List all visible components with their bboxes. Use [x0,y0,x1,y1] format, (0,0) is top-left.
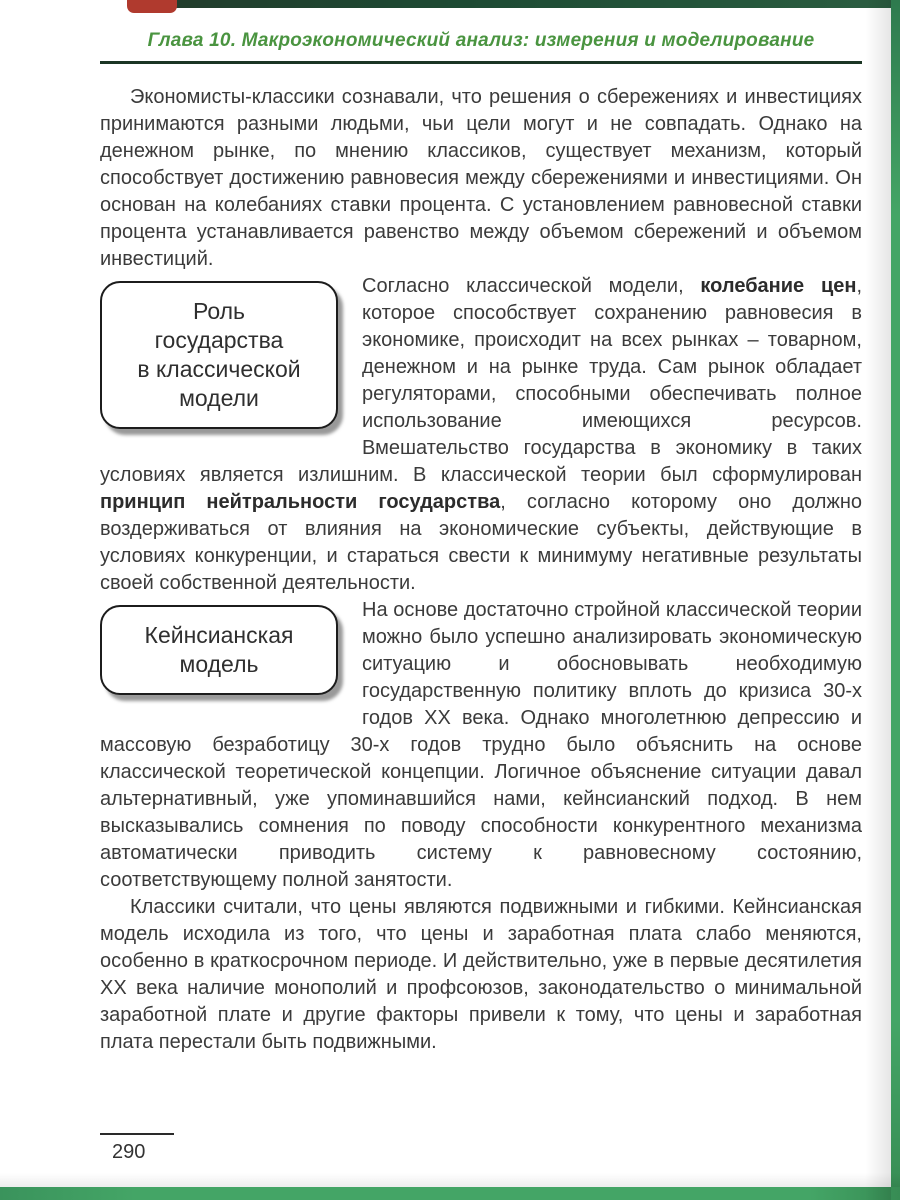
header-rule [100,61,862,64]
book-cover-red-accent [127,0,177,13]
page-curl-shadow-right [865,0,891,1200]
paragraph-classical-model [100,273,862,597]
concept-box-role-of-state: Роль государства в классической модели [100,281,338,429]
concept-box-keynesian-model: Кейнсианская модель [100,605,338,695]
chapter-header: Глава 10. Макроэкономический анализ: измерения и моделирование [147,30,815,51]
paragraph-sticky-prices: Классики считали, что цены являются подвижными и гибкими. Кейнсианская модель исходила из того, что цены и заработная плата слабо меняются, особенно в краткосрочном периоде. И действительно, уже в первые десятилетия XX века наличие монополий и профсоюзов, законодательство о минимальной заработной плате и другие факторы привели к тому, что цены и заработная плата перестали быть подвижными. [100,896,862,1053]
book-cover-edge-top [170,0,900,8]
book-cover-edge-bottom [0,1187,900,1200]
page-curl-shadow-bottom [0,1173,900,1187]
paragraph-keynesian-model-text: На основе достаточно стройной классической теории можно было успешно анализировать экономическую ситуацию и обосновывать необходимую государственную политику вплоть до кризиса 30-х годов XX века. Однако многолетнюю депрессию и массовую безработицу 30-х годов трудно было объяснить на основе классической теоретической концепции. Логичное объяснение ситуации давал альтернативный, уже упоминавшийся нами, кейнсианский подход. В нем высказывались сомнения по поводу способности конкурентного механизма автоматически приводить систему к равновесному состоянию, соответствующему полной занятости. [100,599,862,891]
page-content [100,30,862,1056]
paragraph-classical-model-text: Согласно классической модели, колебание цен, которое способствует сохранению равновесия в экономике, происходит на всех рынках – товарном, денежном и на рынке труда. Сам рынок обладает регуляторами, способными обеспечивать полное использование имеющихся ресурсов. Вмешательство государства в экономику в таких условиях является излишним. В классической теории был сформулирован принцип нейтральности государства, согласно которому оно должно воздерживаться от влияния на экономические субъекты, действующие в условиях конкуренции, и стараться свести к минимуму негативные результаты своей собственной деятельности. [100,275,863,594]
footer-rule [100,1133,174,1135]
page-number: 290 [112,1141,146,1163]
paragraph-keynesian-model [100,597,862,894]
book-cover-edge-right [891,0,900,1200]
page-footer [100,1133,300,1164]
paragraph-savings-investments: Экономисты-классики сознавали, что решения о сбережениях и инвестициях принимаются разными людьми, чьи цели могут и не совпадать. Однако на денежном рынке, по мнению классиков, существует механизм, который способствует достижению равновесия между сбережениями и инвестициями. Он основан на колебаниях ставки процента. С установлением равновесной ставки процента устанавливается равенство между объемом сбережений и объемом инвестиций. [100,86,862,270]
